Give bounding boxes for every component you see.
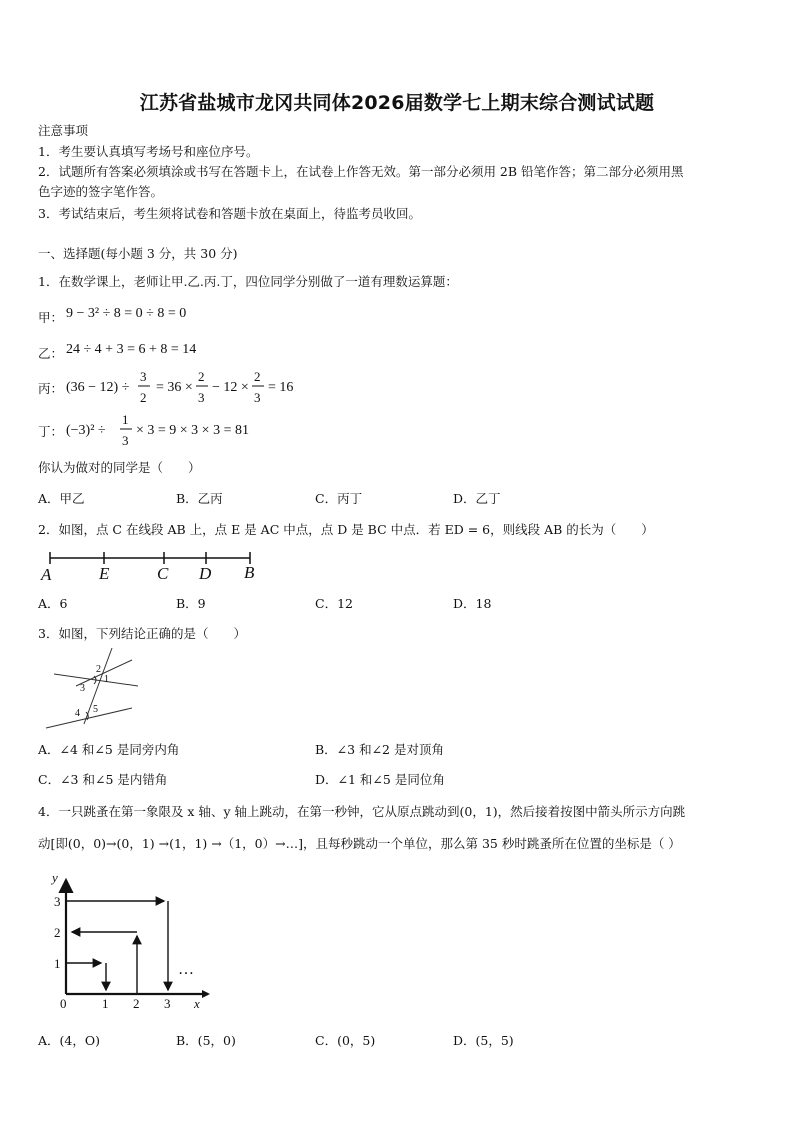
angle-5-label: 5: [93, 704, 98, 715]
q3-option-d[interactable]: D．∠1 和∠5 是同位角: [315, 772, 445, 787]
svg-text:= 36 ×: = 36 ×: [156, 380, 193, 395]
x-axis-label: x: [194, 996, 200, 1011]
y-axis-label: y: [52, 870, 58, 885]
q2-stem: 2．如图，点 C 在线段 AB 上，点 E 是 AC 中点，点 D 是 BC 中点．若 ED = 6，则线段 AB 的长为（ ）: [38, 522, 654, 537]
q4-stem-line1: 4．一只跳蚤在第一象限及 x 轴、y 轴上跳动，在第一秒钟，它从原点跳动到(0，1)，然后接着按图中箭头所示方向跳: [38, 804, 686, 819]
q4-jump-figure: [44, 866, 214, 1011]
angle-2-label: 2: [96, 664, 101, 675]
x-tick-1: 1: [102, 996, 109, 1011]
svg-text:= 16: = 16: [268, 380, 294, 395]
q3-stem: 3．如图，下列结论正确的是（ ）: [38, 626, 246, 641]
q2-option-d[interactable]: D．18: [453, 596, 492, 611]
y-tick-1: 1: [54, 956, 61, 971]
q1-stem: 1．在数学课上，老师让甲.乙.丙.丁，四位同学分别做了一道有理数运算题：: [38, 274, 458, 289]
q2-option-a[interactable]: A．6: [38, 596, 68, 611]
angle-4-label: 4: [75, 708, 80, 719]
q1-option-b[interactable]: B．乙丙: [176, 491, 223, 506]
svg-text:2: 2: [254, 369, 261, 384]
q1-jia-expr: 9 − 3² ÷ 8 = 0 ÷ 8 = 0: [66, 306, 187, 321]
point-a-label: A: [41, 565, 52, 584]
q1-option-d[interactable]: D．乙丁: [453, 491, 501, 506]
ellipsis: …: [178, 961, 194, 978]
x-tick-3: 3: [164, 996, 171, 1011]
svg-text:(36 − 12) ÷: (36 − 12) ÷: [66, 380, 130, 395]
q1-ding-expr: [62, 407, 262, 453]
q1-jia-label: 甲：: [38, 310, 64, 325]
svg-text:(−3)² ÷: (−3)² ÷: [66, 423, 106, 438]
svg-text:3: 3: [140, 369, 147, 384]
svg-text:3: 3: [122, 433, 129, 448]
notice-item-1: 1．考生要认真填写考场号和座位序号。: [38, 144, 259, 159]
q1-question: 你认为做对的同学是（ ）: [38, 460, 201, 475]
svg-text:− 12 ×: − 12 ×: [212, 380, 249, 395]
q1-option-a[interactable]: A．甲乙: [38, 491, 85, 506]
y-tick-2: 2: [54, 925, 61, 940]
angle-1-label: 1: [104, 674, 109, 685]
q3-option-c[interactable]: C．∠3 和∠5 是内错角: [38, 772, 168, 787]
q4-option-a[interactable]: A．(4，O): [38, 1033, 100, 1048]
q4-stem-line2: 动[即(0，0)→(0，1) →(1，1) →（1，0）→…]，且每秒跳动一个单位，那么第 35 秒时跳蚤所在位置的坐标是（ ）: [38, 836, 681, 851]
q2-option-b[interactable]: B．9: [176, 596, 206, 611]
x-tick-0: 0: [60, 996, 67, 1011]
q1-bing-label: 丙：: [38, 381, 64, 396]
q1-yi-expr: 24 ÷ 4 + 3 = 6 + 8 = 14: [66, 342, 197, 357]
section-heading: 一、选择题(每小题 3 分，共 30 分): [38, 246, 238, 261]
angle-3-label: 3: [80, 683, 85, 694]
q3-option-b[interactable]: B．∠3 和∠2 是对顶角: [315, 742, 444, 757]
point-d-label: D: [199, 564, 212, 583]
q1-ding-label: 丁：: [38, 424, 64, 439]
x-tick-2: 2: [133, 996, 140, 1011]
q1-option-c[interactable]: C．丙丁: [315, 491, 363, 506]
q2-segment-figure: [38, 548, 268, 584]
notice-item-3: 3．考试结束后，考生须将试卷和答题卡放在桌面上，待监考员收回。: [38, 206, 421, 221]
q4-option-b[interactable]: B．(5，0): [176, 1033, 236, 1048]
notice-item-2-cont: 色字迹的签字笔作答。: [38, 184, 164, 199]
q1-yi-label: 乙：: [38, 346, 64, 361]
q2-option-c[interactable]: C．12: [315, 596, 353, 611]
svg-text:1: 1: [122, 412, 129, 427]
svg-text:2: 2: [198, 369, 205, 384]
svg-text:× 3 = 9 × 3 × 3 = 81: × 3 = 9 × 3 × 3 = 81: [136, 423, 249, 438]
q3-option-a[interactable]: A．∠4 和∠5 是同旁内角: [38, 742, 180, 757]
y-tick-3: 3: [54, 894, 61, 909]
point-e-label: E: [99, 564, 110, 583]
q4-option-c[interactable]: C．(0，5): [315, 1033, 376, 1048]
q4-option-d[interactable]: D．(5，5): [453, 1033, 514, 1048]
svg-text:3: 3: [254, 390, 261, 405]
notice-item-2: 2．试题所有答案必须填涂或书写在答题卡上，在试卷上作答无效。第一部分必须用 2B 铅笔作答；第二部分必须用黑: [38, 164, 684, 179]
point-c-label: C: [157, 564, 169, 583]
notice-heading: 注意事项: [38, 123, 89, 138]
point-b-label: B: [244, 563, 255, 582]
page-title: 江苏省盐城市龙冈共同体2026届数学七上期末综合测试试题: [139, 92, 655, 114]
q3-angle-figure: [40, 646, 140, 732]
svg-text:2: 2: [140, 390, 147, 405]
q1-bing-expr: [62, 364, 302, 410]
svg-text:3: 3: [198, 390, 205, 405]
